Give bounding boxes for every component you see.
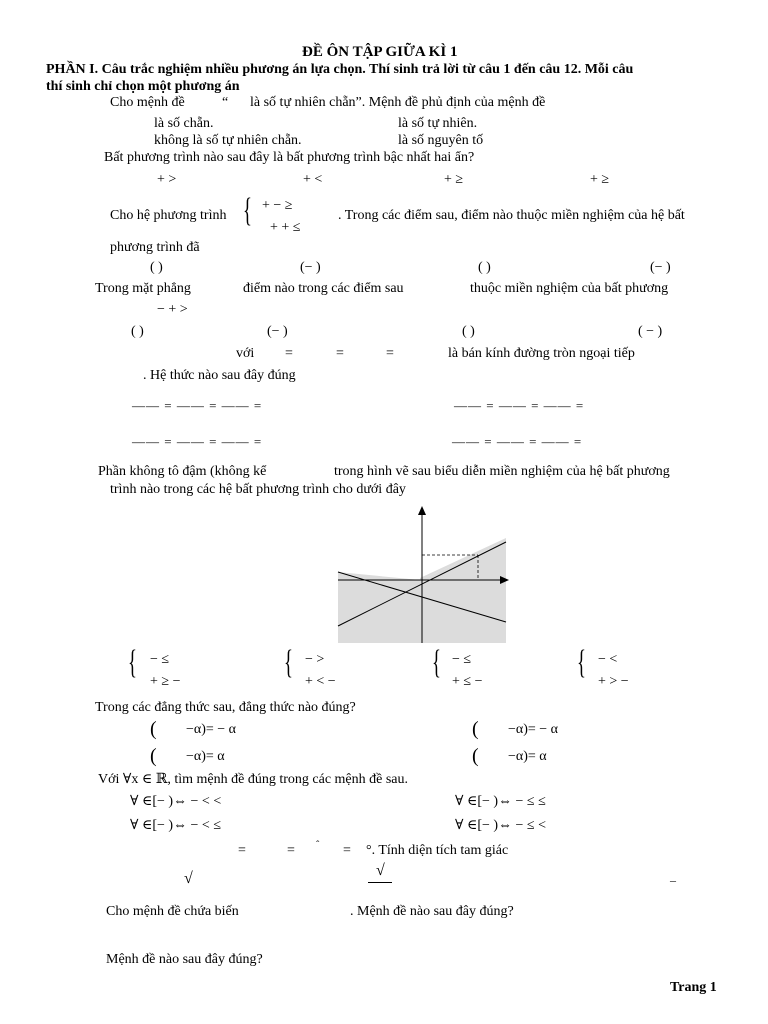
q5-eq-2: = [336,346,344,361]
q4-stem-c: thuộc miền nghiệm của bất phương [470,281,669,296]
q9-tick: ˆ [316,840,320,851]
q11-stem: Mệnh đề nào sau đây đúng? [106,952,263,967]
q1-stem-a: Cho mệnh đề [110,95,185,110]
q6-stem-a: Phần không tô đậm (không kể [98,464,267,479]
q4-option-d[interactable]: ( − ) [638,324,663,339]
q4-stem-b: điểm nào trong các điểm sau [243,281,404,296]
q3-stem-c: phương trình đã [110,240,200,255]
q6-option-c-brace: { [432,644,441,681]
q6-option-b-line1[interactable]: − > [305,652,325,667]
q4-option-a[interactable]: ( ) [131,324,144,339]
q3-stem-a: Cho hệ phương trình [110,208,227,223]
q9-option-b-fraction-bar [368,882,392,883]
q6-stem-b: trong hình vẽ sau biểu diễn miền nghiệm của hệ bất phương [334,464,670,479]
y-axis-arrow [418,506,426,515]
q5-option-c[interactable]: —— = —— = —— = [132,434,263,449]
q9-eq-2: = [287,843,295,858]
q6-option-c-line1[interactable]: − ≤ [452,652,472,667]
q2-stem: Bất phương trình nào sau đây là bất phương trình bậc nhất hai ẩn? [104,150,475,165]
q7-option-d[interactable]: −α)= α [508,749,547,764]
q5-eq-3: = [386,346,394,361]
q9-option-d-dash[interactable]: – [670,873,676,887]
q9-angle-text: °. Tính diện tích tam giác [366,843,509,858]
q3-stem-b: . Trong các điểm sau, điểm nào thuộc miền nghiệm của hệ bất [338,208,685,223]
q1-option-d[interactable]: là số nguyên tố [398,133,484,148]
q9-option-a-sqrt[interactable]: √ [184,870,193,887]
q7-option-d-paren: ( [472,745,479,767]
q7-option-a[interactable]: −α)= − α [186,722,237,737]
q4-option-b[interactable]: (− ) [267,324,288,339]
q6-option-d-line1[interactable]: − < [598,652,618,667]
q6-option-a-line2[interactable]: + ≥ − [150,674,181,689]
q8-option-b[interactable]: ∀ ∈[− )⇔ − ≤ ≤ [455,794,546,809]
q7-stem: Trong các đẳng thức sau, đẳng thức nào đúng? [95,700,356,715]
q3-system-line1: + − ≥ [262,198,293,213]
q2-option-a[interactable]: + > [157,172,177,187]
q4-option-c[interactable]: ( ) [462,324,475,339]
q8-option-c[interactable]: ∀ ∈[− )⇔ − < ≤ [130,818,222,833]
q6-option-d-brace: { [577,644,586,681]
q3-option-a[interactable]: ( ) [150,260,163,275]
q6-option-d-line2[interactable]: + > − [598,674,629,689]
q5-option-d[interactable]: —— = —— = —— = [452,434,583,449]
q6-region-figure [336,504,512,646]
q1-stem-b: “ [222,95,229,110]
q3-system-line2: + + ≤ [270,220,301,235]
q5-stem: . Hệ thức nào sau đây đúng [143,368,296,383]
q5-with: với [236,346,255,361]
q8-stem: Với ∀x ∈ ℝ, tìm mệnh đề đúng trong các mệnh đề sau. [98,772,409,787]
q9-option-b-sqrt[interactable]: √ [376,862,385,879]
page-number: Trang 1 [670,980,717,995]
q4-inequality: − + > [157,302,188,317]
part-instruction-line2: thí sinh chỉ chọn một phương án [46,79,240,94]
exam-title: ĐỀ ÔN TẬP GIỮA KÌ 1 [302,44,458,60]
q6-option-a-brace: { [128,644,137,681]
q6-option-b-line2[interactable]: + < − [305,674,336,689]
q7-option-b-paren: ( [472,718,479,740]
q10-stem-a: Cho mệnh đề chứa biến [106,904,239,919]
q2-option-b[interactable]: + < [303,172,323,187]
part-instruction-line1: PHẦN I. Câu trắc nghiệm nhiều phương án lựa chọn. Thí sinh trả lời từ câu 1 đến câu 12. Mỗi câu [46,62,634,77]
q7-option-a-paren: ( [150,718,157,740]
q6-option-a-line1[interactable]: − ≤ [150,652,170,667]
q10-stem-b: . Mệnh đề nào sau đây đúng? [350,904,514,919]
q1-option-c[interactable]: không là số tự nhiên chẵn. [154,133,302,148]
q1-option-a[interactable]: là số chẵn. [154,116,214,131]
q7-option-b[interactable]: −α)= − α [508,722,559,737]
q6-option-c-line2[interactable]: + ≤ − [452,674,483,689]
q3-option-b[interactable]: (− ) [300,260,321,275]
q7-option-c-paren: ( [150,745,157,767]
q2-option-d[interactable]: + ≥ [590,172,610,187]
q3-option-c[interactable]: ( ) [478,260,491,275]
q8-option-a[interactable]: ∀ ∈[− )⇔ − < < [130,794,222,809]
q1-option-b[interactable]: là số tự nhiên. [398,116,478,131]
q3-system-brace: { [243,192,252,229]
q6-option-b-brace: { [284,644,293,681]
q5-tail: là bán kính đường tròn ngoại tiếp [448,346,635,361]
q3-option-d[interactable]: (− ) [650,260,671,275]
q9-eq-3: = [343,843,351,858]
q1-stem-c: là số tự nhiên chẵn”. Mệnh đề phủ định của mệnh đề [250,95,546,110]
q5-option-a[interactable]: —— = —— = —— = [132,398,263,413]
q4-stem-a: Trong mặt phẳng [95,281,191,296]
q8-option-d[interactable]: ∀ ∈[− )⇔ − ≤ < [455,818,547,833]
q6-stem-c: trình nào trong các hệ bất phương trình cho dưới đây [110,482,406,497]
q7-option-c[interactable]: −α)= α [186,749,225,764]
q9-eq-1: = [238,843,246,858]
q5-option-b[interactable]: —— = —— = —— = [454,398,585,413]
q2-option-c[interactable]: + ≥ [444,172,464,187]
q5-eq-1: = [285,346,293,361]
